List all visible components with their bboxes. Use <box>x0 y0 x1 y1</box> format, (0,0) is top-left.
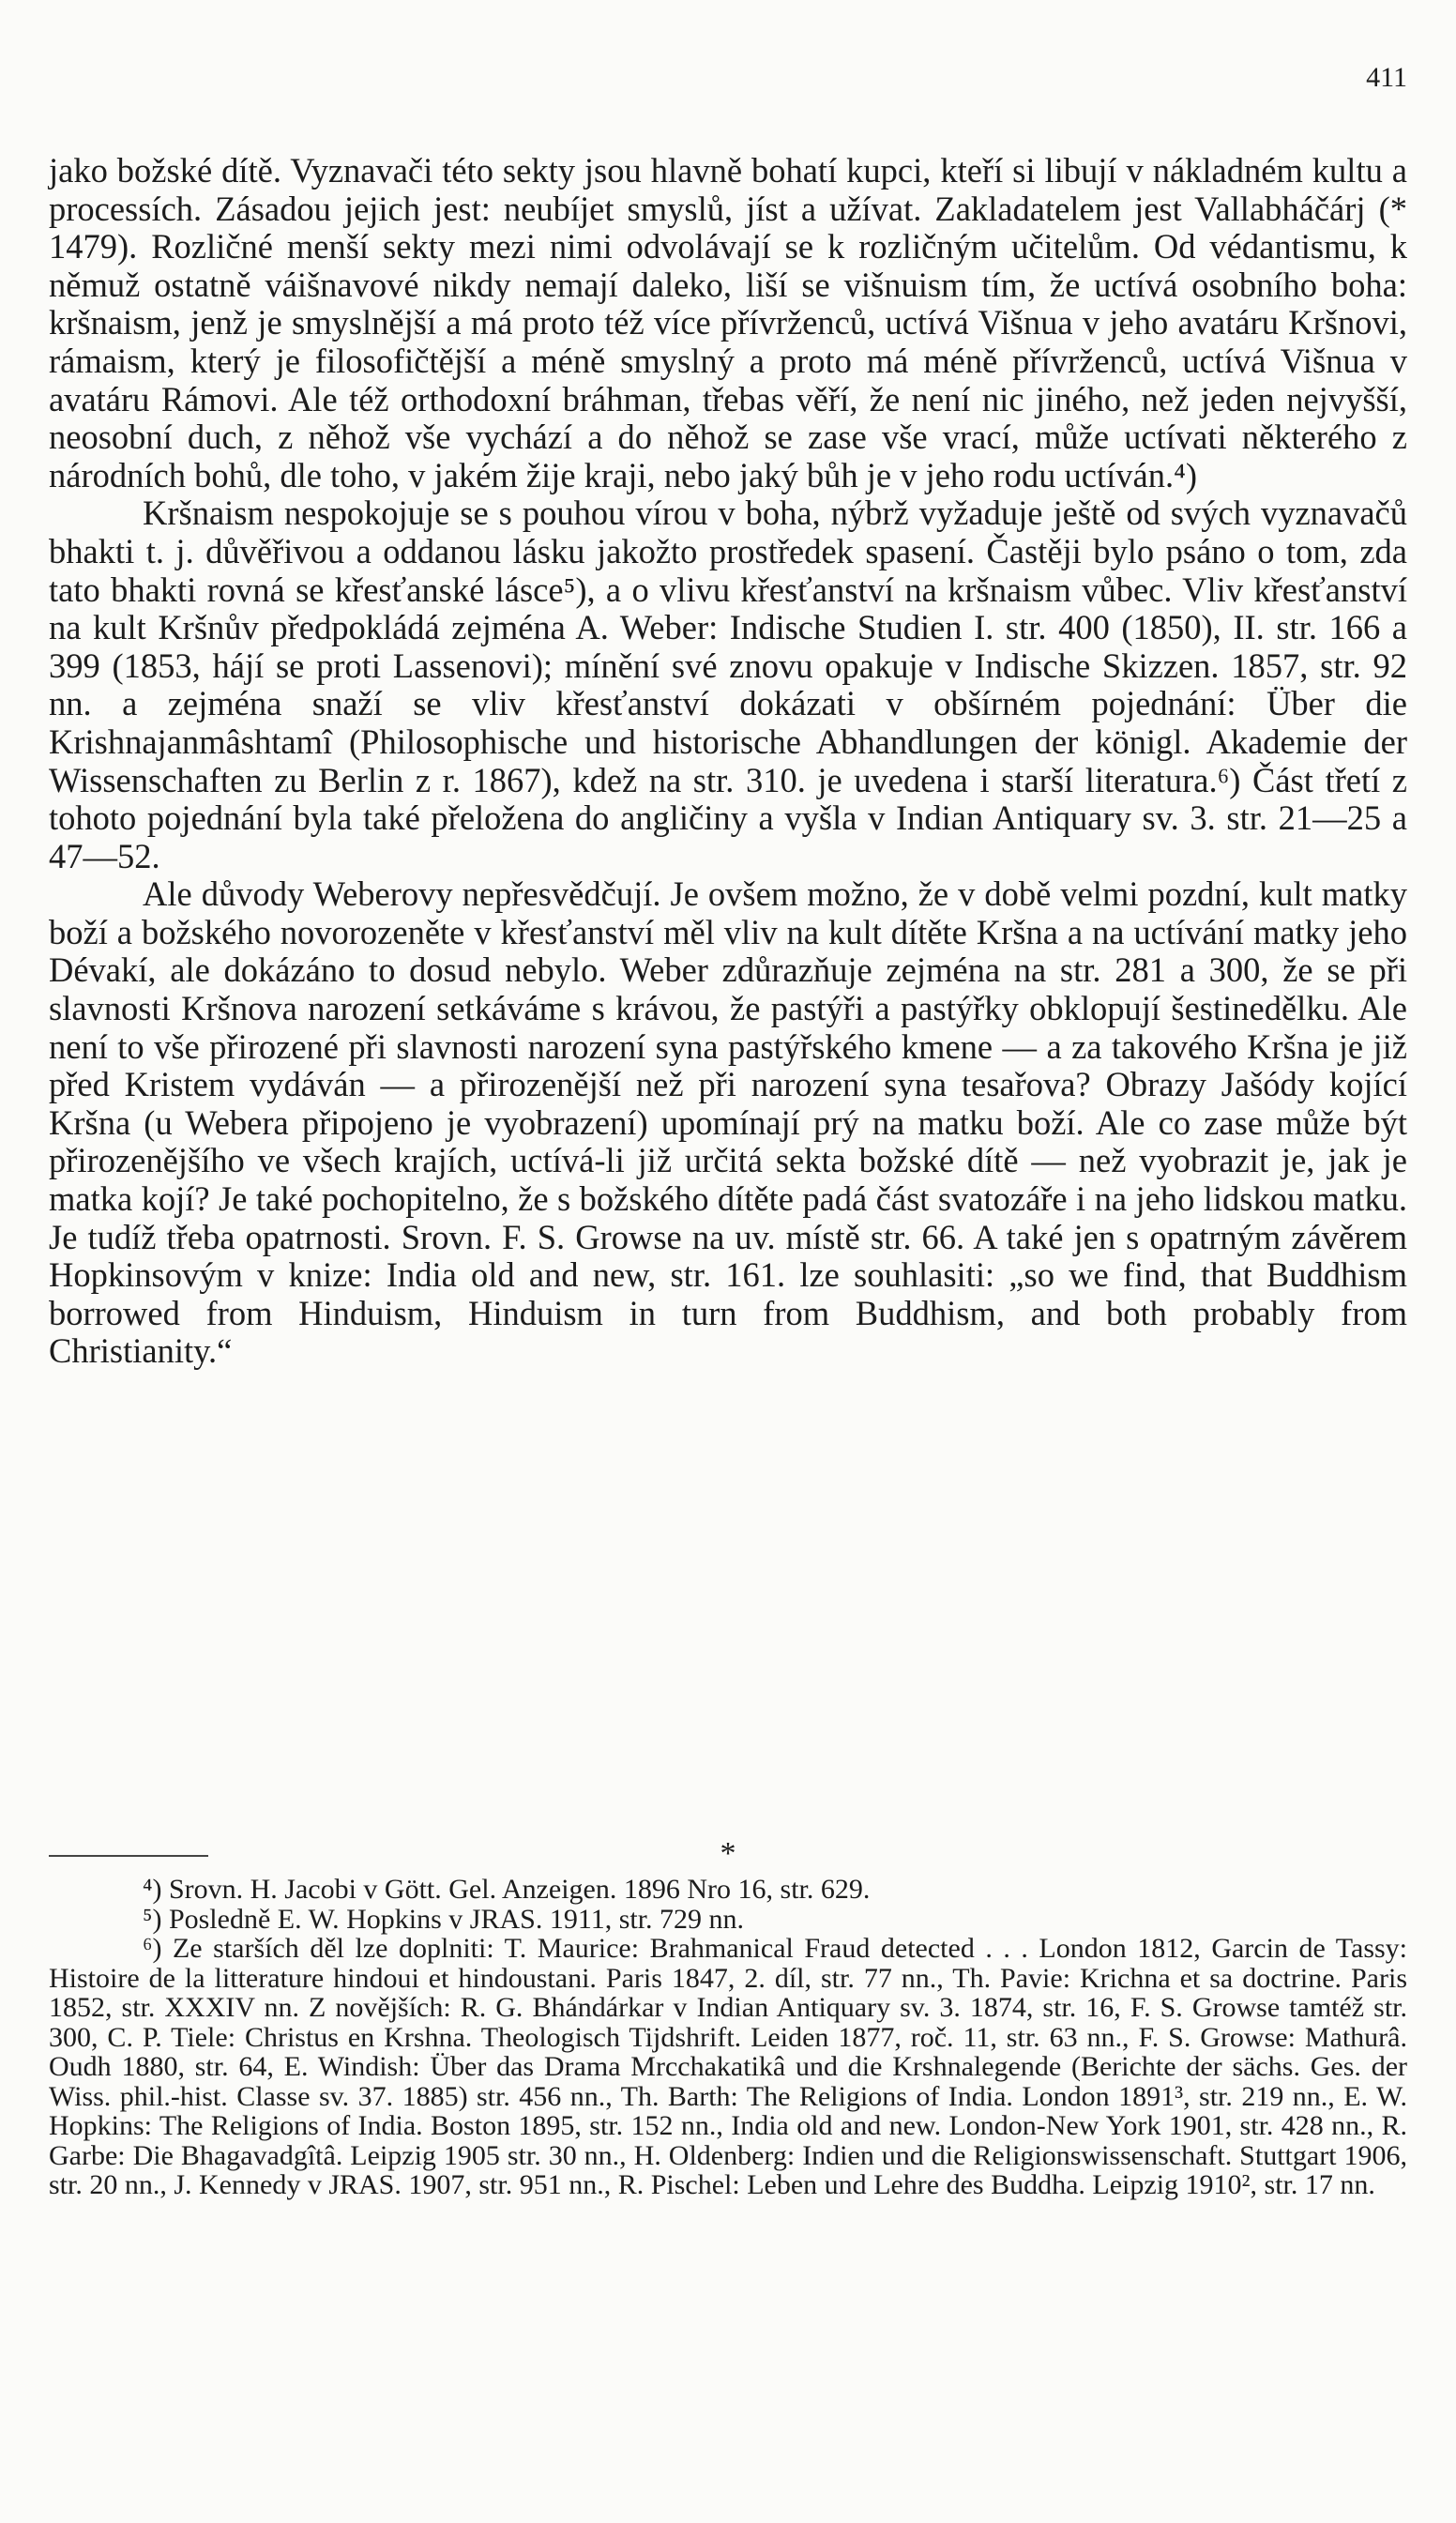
footnotes <box>49 1875 1407 2200</box>
main-text <box>49 152 1407 1371</box>
paragraph: Kršnaism nespokojuje se s pouhou vírou v boha, nýbrž vyžaduje ještě od svých vyznavačů bhakti t. j. důvěřivou a oddanou lásku jakožto prostředek spasení. Častěji bylo psáno o tom, zda tato bhakti rovná se křesťanské lásce⁵), a o vlivu křesťanství na kršnaism vůbec. Vliv křesťanství na kult Kršnův předpokládá zejména A. Weber: Indische Studien I. str. 400 (1850), II. str. 166 a 399 (1853, hájí se proti Lassenovi); mínění své znovu opakuje v Indische Skizzen. 1857, str. 92 nn. a zejména snaží se vliv křesťanství dokázati v obšírném pojednání: Über die Krishnajanmâshtamî (Philosophische und historische Abhandlungen der königl. Akademie der Wissenschaften zu Berlin z r. 1867), kdež na str. 310. je uvedena i starší literatura.⁶) Část třetí z tohoto pojednání byla také přeložena do angličiny a vyšla v Indian Antiquary sv. 3. str. 21—25 a 47—52. <box>49 494 1407 875</box>
page-number: 411 <box>1366 62 1407 93</box>
footnote: ⁶) Ze starších děl lze doplniti: T. Maurice: Brahmanical Fraud detected . . . London 1812, Garcin de Tassy: Histoire de la litterature hindoui et hindoustani. Paris 1847, 2. díl, str. 77 nn., Th. Pavie: Krichna et sa doctrine. Paris 1852, str. XXXIV nn. Z novějších: R. G. Bhándárkar v Indian Antiquary sv. 3. 1874, str. 16, F. S. Growse tamtéž str. 300, C. P. Tiele: Christus en Krshna. Theologisch Tijdshrift. Leiden 1877, roč. 11, str. 63 nn., F. S. Growse: Mathurâ. Oudh 1880, str. 64, E. Windish: Über das Drama Mrcchakatikâ und die Krshnalegende (Berichte der sächs. Ges. der Wiss. phil.-hist. Classe sv. 37. 1885) str. 456 nn., Th. Barth: The Religions of India. London 1891³, str. 219 nn., E. W. Hopkins: The Religions of India. Boston 1895, str. 152 nn., India old and new. London-New York 1901, str. 428 nn., R. Garbe: Die Bhagavadgîtâ. Leipzig 1905 str. 30 nn., H. Oldenberg: Indien und die Religionswissenschaft. Stuttgart 1906, str. 20 nn., J. Kennedy v JRAS. 1907, str. 951 nn., R. Pischel: Leben und Lehre des Buddha. Leipzig 1910², str. 17 nn. <box>49 1933 1407 2200</box>
divider-asterisk: * <box>720 1836 736 1871</box>
footnote: ⁵) Posledně E. W. Hopkins v JRAS. 1911, str. 729 nn. <box>143 1903 745 1935</box>
paragraph: jako božské dítě. Vyznavači této sekty jsou hlavně bohatí kupci, kteří si libují v nákladném kultu a processích. Zásadou jejich jest: neubíjet smyslů, jíst a užívat. Zakladatelem jest Vallabháčárj (* 1479). Rozličné menší sekty mezi nimi odvolávají se k rozličným učitelům. Od védantismu, k němuž ostatně váišnavové nikdy nemají daleko, liší se višnuism tím, že uctívá osobního boha: kršnaism, jenž je smyslnější a má proto též více přívrženců, uctívá Višnua v jeho avatáru Kršnovi, rámaism, který je filosofičtější a méně smyslný a proto má méně přívrženců, uctívá Višnua v avatáru Rámovi. Ale též orthodoxní bráhman, třebas věří, že není nic jiného, než jeden nejvyšší, neosobní duch, z něhož vše vychází a do něhož se zase vše vrací, může uctívati některého z národních bohů, dle toho, v jakém žije kraji, nebo jaký bůh je v jeho rodu uctíván.⁴) <box>49 151 1407 494</box>
footnote: ⁴) Srovn. H. Jacobi v Gött. Gel. Anzeigen. 1896 Nro 16, str. 629. <box>143 1874 871 1905</box>
paragraph: Ale důvody Weberovy nepřesvědčují. Je ovšem možno, že v době velmi pozdní, kult matky boží a božského novorozeněte v křesťanství měl vliv na kult dítěte Kršna a na uctívání matky jeho Dévakí, ale dokázáno to dosud nebylo. Weber zdůrazňuje zejména na str. 281 a 300, že se při slavnosti Kršnova narození setkáváme s krávou, že pastýři a pastýřky obklopují šestinedělku. Ale není to vše přirozené při slavnosti narození syna pastýřského kmene — a za takového Kršna je již před Kristem vydáván — a přirozenější než při narození syna tesařova? Obrazy Jašódy kojící Kršna (u Webera připojeno je vyobrazení) upomínají prý na matku boží. Ale co zase může být přirozenějšího ve všech krajích, uctívá-li již určitá sekta božské dítě — než vyobrazit je, jak je matka kojí? Je také pochopitelno, že s božského dítěte padá část svatozáře i na jeho lidskou matku. Je tudíž třeba opatrnosti. Srovn. F. S. Growse na uv. místě str. 66. A také jen s opatrným závěrem Hopkinsovým v knize: India old and new, str. 161. lze souhlasiti: „so we find, that Buddhism borrowed from Hinduism, Hinduism in turn from Buddhism, and both probably from Christianity.“ <box>49 874 1407 1371</box>
footnote-divider <box>49 1836 1407 1871</box>
